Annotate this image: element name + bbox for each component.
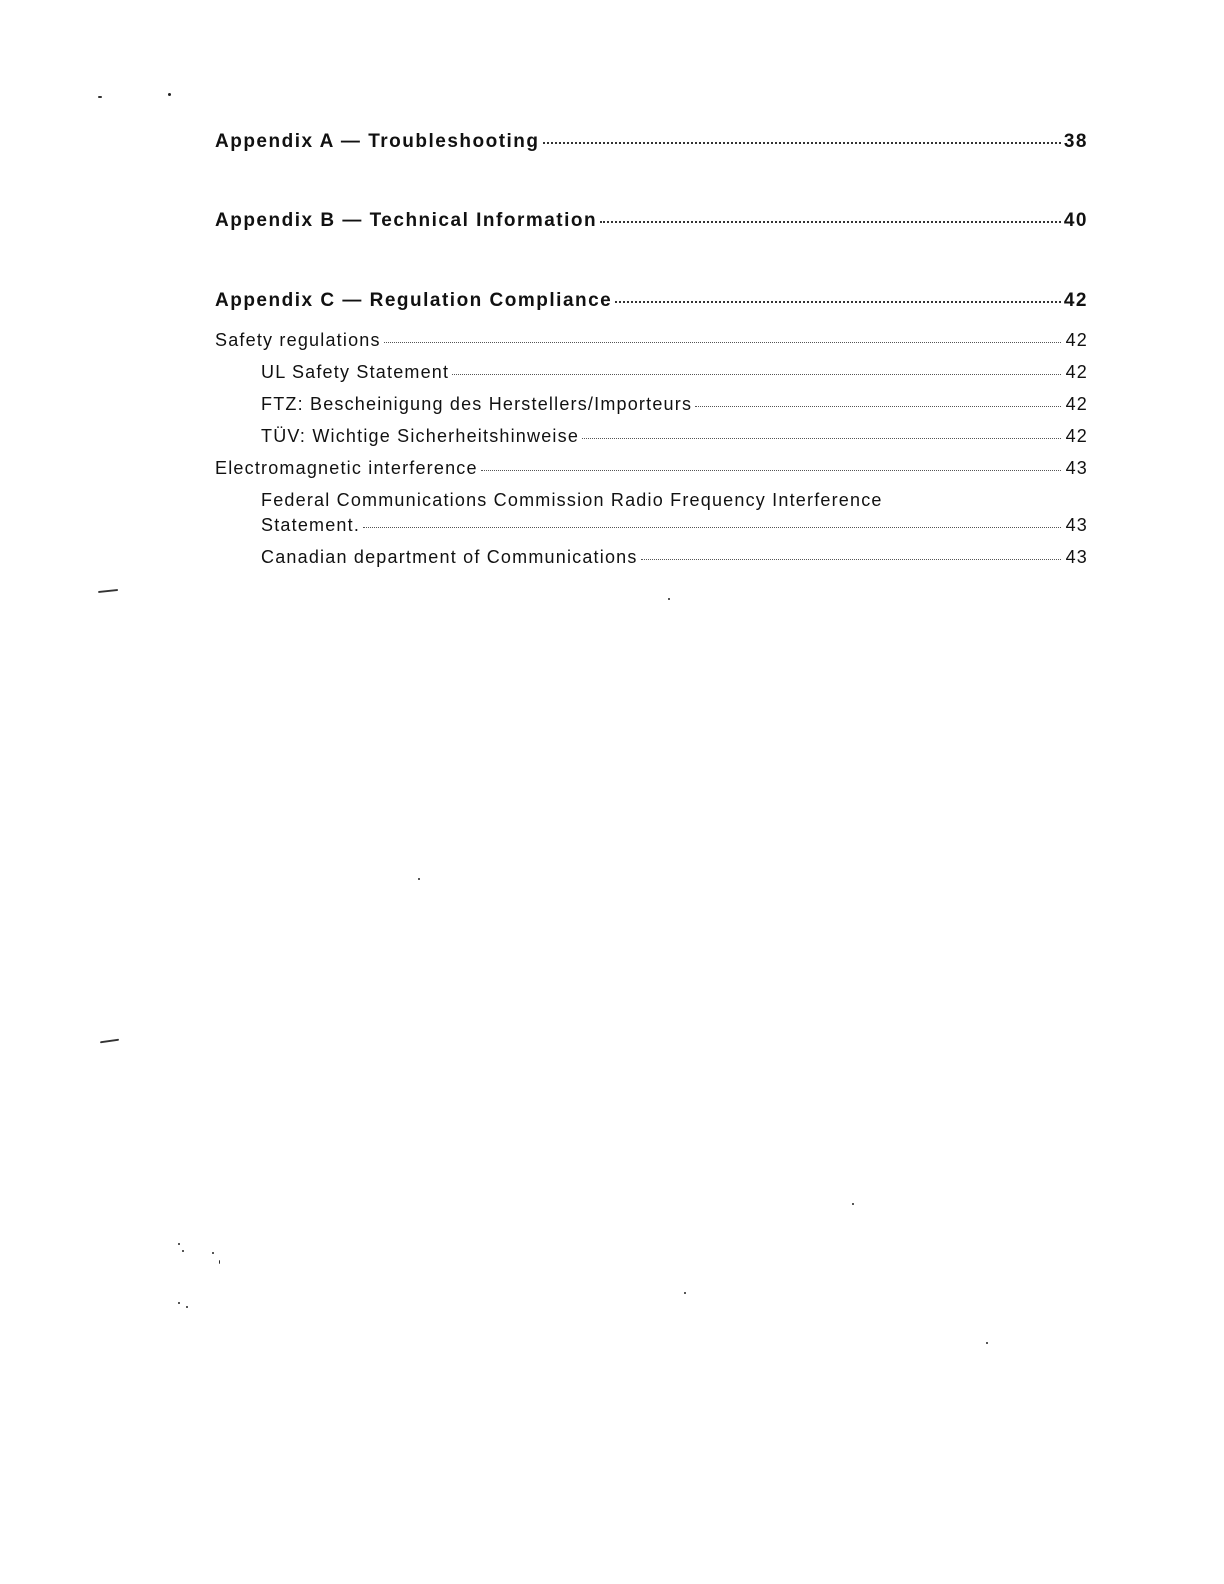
toc-entry-title: Statement. (261, 515, 361, 535)
toc-entry-appendix-c[interactable] (215, 290, 1088, 312)
dot-leader (543, 141, 1061, 144)
toc-entry-page: 42 (1065, 426, 1088, 446)
scan-speck (168, 93, 171, 96)
scan-speck (98, 96, 102, 98)
dot-leader (481, 469, 1061, 471)
toc-entry-page: 42 (1063, 290, 1088, 311)
toc-entry-page: 42 (1065, 394, 1088, 414)
toc-entry-title: Appendix C — Regulation Compliance (215, 290, 613, 311)
scan-speck (668, 598, 670, 600)
scan-speck (852, 1203, 854, 1205)
toc-entry-page: 43 (1065, 547, 1088, 567)
dot-leader (384, 341, 1061, 343)
toc-entry-ftz[interactable] (261, 394, 1088, 415)
toc-entry-page: 42 (1065, 362, 1088, 382)
toc-entry-title: Appendix B — Technical Information (215, 210, 598, 231)
toc-entry-ul-safety-statement[interactable] (261, 362, 1088, 383)
toc-entry-title: Canadian department of Communications (261, 547, 638, 567)
scan-speck (986, 1342, 988, 1344)
toc-entry-canadian-doc[interactable] (261, 547, 1088, 568)
dot-leader (600, 220, 1061, 223)
scan-speck (100, 1039, 119, 1043)
toc-entry-appendix-b[interactable] (215, 210, 1088, 232)
scan-speck (178, 1302, 180, 1304)
dot-leader (615, 300, 1061, 303)
scan-speck (219, 1260, 220, 1264)
toc-entry-title: Safety regulations (215, 330, 381, 350)
toc-entry-page: 38 (1063, 131, 1088, 152)
toc-entry-title: FTZ: Bescheinigung des Herstellers/Importeurs (261, 394, 693, 414)
toc-entry-tuv[interactable] (261, 426, 1088, 447)
toc-entry-fcc[interactable] (261, 515, 1088, 536)
scan-speck (212, 1252, 214, 1254)
dot-leader (452, 373, 1061, 375)
scan-speck (684, 1292, 686, 1294)
toc-entry-fcc-title-line1[interactable]: Federal Communications Commission Radio Frequency Interference (261, 490, 883, 510)
dot-leader (582, 437, 1061, 439)
scan-speck (182, 1250, 184, 1252)
dot-leader (695, 405, 1061, 407)
scan-speck (98, 589, 118, 593)
toc-entry-safety-regulations[interactable] (215, 330, 1088, 351)
toc-entry-page: 40 (1063, 210, 1088, 231)
toc-entry-page: 42 (1065, 330, 1088, 350)
dot-leader (363, 526, 1061, 528)
toc-entry-page: 43 (1065, 515, 1088, 535)
scan-speck (186, 1306, 188, 1308)
toc-entry-title: Electromagnetic interference (215, 458, 478, 478)
toc-entry-page: 43 (1065, 458, 1088, 478)
toc-entry-title: UL Safety Statement (261, 362, 450, 382)
dot-leader (641, 558, 1061, 560)
scan-speck (178, 1243, 180, 1245)
scan-speck (418, 878, 420, 880)
toc-entry-electromagnetic-interference[interactable] (215, 458, 1088, 479)
toc-entry-title: Appendix A — Troubleshooting (215, 131, 540, 152)
toc-entry-appendix-a[interactable] (215, 131, 1088, 153)
toc-entry-title: TÜV: Wichtige Sicherheitshinweise (261, 426, 580, 446)
